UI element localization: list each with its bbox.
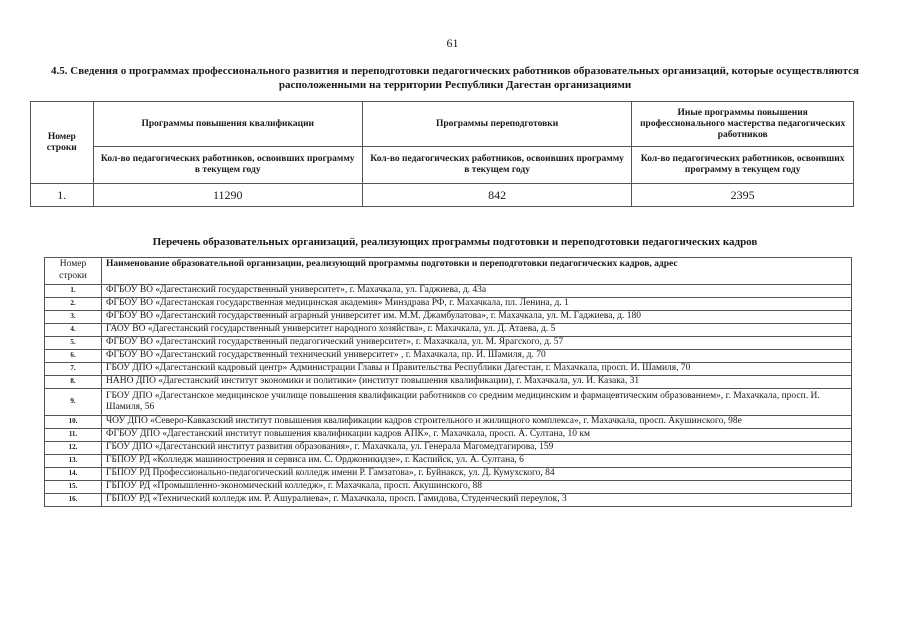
programs-table (30, 101, 854, 207)
row-number: 4. (45, 324, 102, 337)
table-row (45, 298, 852, 311)
organization-name-header: Наименование образовательной организации, реализующий программы подготовки и переподготовки педагогических кадров, адрес (102, 258, 852, 285)
organization-name: ФГБОУ ДПО «Дагестанский институт повышения квалификации кадров АПК», г. Махачкала, просп. А. Султана, 10 км (102, 429, 852, 442)
row-number: 16. (45, 494, 102, 507)
other-count: 2395 (632, 184, 854, 207)
row-number: 14. (45, 468, 102, 481)
organization-name: ГБПОУ РД «Колледж машиностроения и сервиса им. С. Орджоникидзе», г. Каспийск, ул. А. Султана, 6 (102, 455, 852, 468)
organization-name: НАНО ДПО «Дагестанский институт экономики и политики» (институт повышения квалификации), г. Махачкала, ул. И. Казака, 31 (102, 376, 852, 389)
row-number-header: Номер строки (31, 102, 94, 184)
table-row (45, 285, 852, 298)
organization-name: ГБПОУ РД «Промышленно-экономический колледж», г. Махачкала, просп. Акушинского, 88 (102, 481, 852, 494)
table-row (45, 455, 852, 468)
row-number: 9. (45, 389, 102, 416)
row-number: 8. (45, 376, 102, 389)
table-row (31, 184, 854, 207)
organizations-table-header-row (45, 258, 852, 285)
organization-name: ФГБОУ ВО «Дагестанская государственная медицинская академия» Минздрава РФ, г. Махачкала, пл. Ленина, д. 1 (102, 298, 852, 311)
qualification-count: 11290 (93, 184, 362, 207)
programs-table-subheader-row (31, 147, 854, 184)
organization-name: ГБОУ ДПО «Дагестанский институт развития образования», г. Махачкала, ул. Генерала Магомедтагирова, 159 (102, 442, 852, 455)
table-row (45, 468, 852, 481)
table-row (45, 363, 852, 376)
organizations-table (44, 257, 852, 507)
table-row (45, 494, 852, 507)
table-row (45, 376, 852, 389)
row-number: 2. (45, 298, 102, 311)
qualification-count-header: Кол-во педагогических работников, освоивших программу в текущем году (93, 147, 362, 184)
organization-name: ФГБОУ ВО «Дагестанский государственный технический университет» , г. Махачкала, пр. И. Шамиля, д. 70 (102, 350, 852, 363)
row-number: 13. (45, 455, 102, 468)
organization-name: ГБПОУ РД Профессионально-педагогический колледж имени Р. Гамзатова», г. Буйнакск, ул. Д. Кумухского, 84 (102, 468, 852, 481)
row-number-header: Номер строки (45, 258, 102, 285)
row-number: 1. (31, 184, 94, 207)
row-number: 15. (45, 481, 102, 494)
page-number: 61 (446, 36, 459, 50)
table-row (45, 337, 852, 350)
row-number: 7. (45, 363, 102, 376)
other-count-header: Кол-во педагогических работников, освоивших программу в текущем году (632, 147, 854, 184)
organization-name: ГАОУ ВО «Дагестанский государственный университет народного хозяйства», г. Махачкала, ул. Д. Атаева, д. 5 (102, 324, 852, 337)
row-number: 3. (45, 311, 102, 324)
row-number: 1. (45, 285, 102, 298)
row-number: 6. (45, 350, 102, 363)
table-row (45, 324, 852, 337)
table-row (45, 389, 852, 416)
table-row (45, 350, 852, 363)
organizations-list-title: Перечень образовательных организаций, реализующих программы подготовки и переподготовки педагогических кадров (152, 236, 758, 248)
table-row (45, 442, 852, 455)
table-row (45, 311, 852, 324)
table-row (45, 429, 852, 442)
organization-name: ГБОУ ДПО «Дагестанский кадровый центр» Администрации Главы и Правительства Республики Дагестан, г. Махачкала, просп. И. Шамиля, 70 (102, 363, 852, 376)
organization-name: ГБПОУ РД «Технический колледж им. Р. Ашуралиева», г. Махачкала, просп. Гамидова, Студенческий переулок, 3 (102, 494, 852, 507)
table-row (45, 481, 852, 494)
programs-table-header-row (31, 102, 854, 147)
retraining-programs-header: Программы переподготовки (362, 102, 631, 147)
other-programs-header: Иные программы повышения профессионального мастерства педагогических работников (632, 102, 854, 147)
row-number: 10. (45, 416, 102, 429)
organization-name: ФГБОУ ВО «Дагестанский государственный университет», г. Махачкала, ул. Гаджиева, д. 43а (102, 285, 852, 298)
retraining-count-header: Кол-во педагогических работников, освоивших программу в текущем году (362, 147, 631, 184)
organization-name: ЧОУ ДПО «Северо-Кавказский институт повышения квалификации кадров строительного и жилищного комплекса», г. Махачкала, просп. Акушинского, 98е (102, 416, 852, 429)
table-row (45, 416, 852, 429)
organization-name: ГБОУ ДПО «Дагестанское медицинское училище повышения квалификации работников со средним медицинским и фармацевтическим образованием», г. Махачкала, просп. И. Шамиля, 56 (102, 389, 852, 416)
retraining-count: 842 (362, 184, 631, 207)
row-number: 11. (45, 429, 102, 442)
qualification-programs-header: Программы повышения квалификации (93, 102, 362, 147)
organization-name: ФГБОУ ВО «Дагестанский государственный аграрный университет им. М.М. Джамбулатова», г. Махачкала, ул. М. Гаджиева, д. 180 (102, 311, 852, 324)
row-number: 5. (45, 337, 102, 350)
section-title: 4.5. Сведения о программах профессионального развития и переподготовки педагогических работников образовательных организаций, которые осуществляются расположенными на территории Республики Дагестан организациями (51, 65, 859, 91)
row-number: 12. (45, 442, 102, 455)
organization-name: ФГБОУ ВО «Дагестанский государственный педагогический университет», г. Махачкала, ул. М. Ярагского, д. 57 (102, 337, 852, 350)
